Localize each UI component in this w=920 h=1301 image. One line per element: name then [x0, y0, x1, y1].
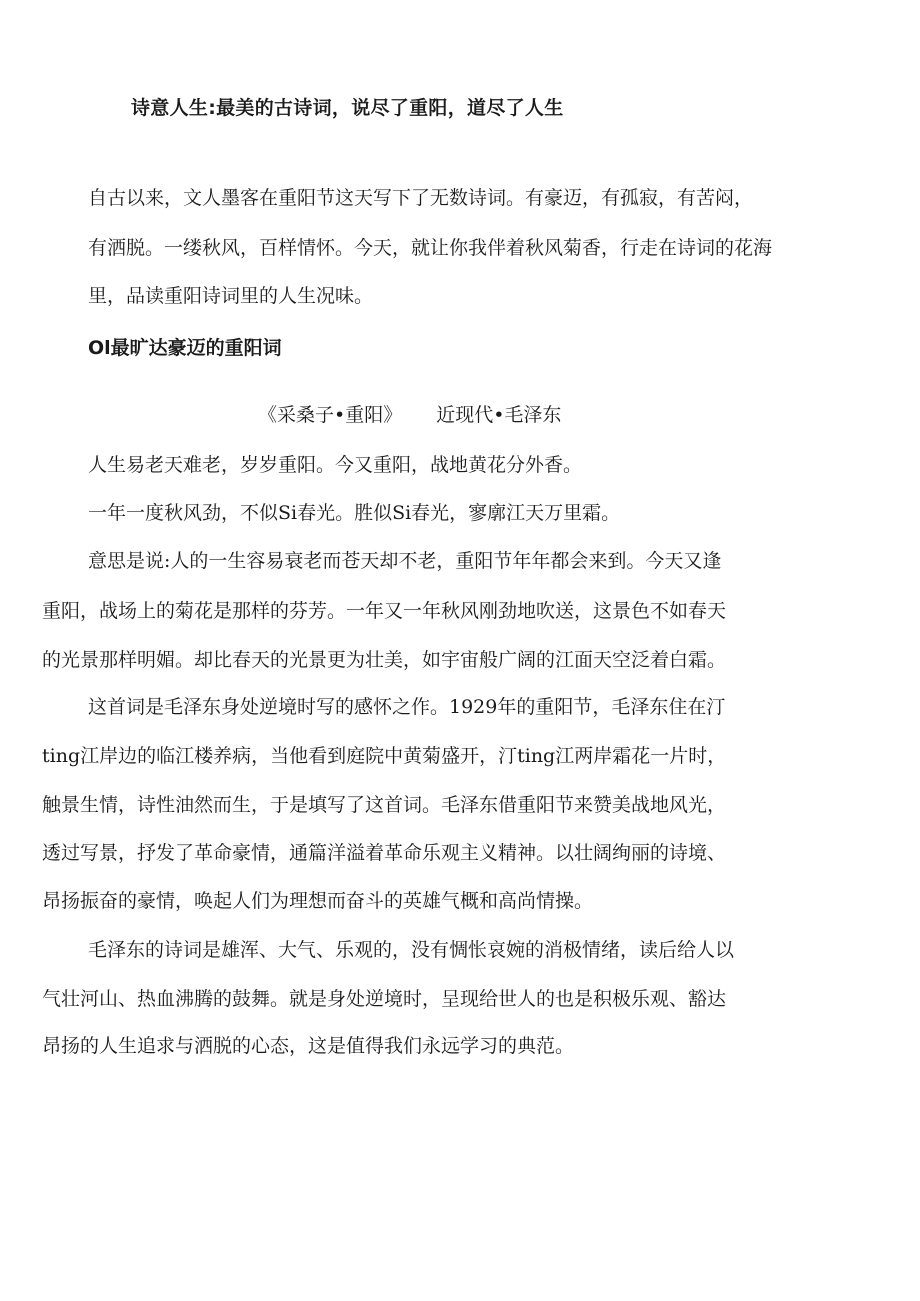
intro-line-3: 里，品读重阳诗词里的人生况味。 — [88, 285, 374, 307]
background-line-5: 昂扬振奋的豪情，唤起人们为理想而奋斗的英雄气概和高尚情操。 — [42, 890, 594, 912]
poem-line-1: 人生易老天难老，岁岁重阳。今又重阳，战地黄花分外香。 — [88, 454, 583, 476]
background-line-2: ting江岸边的临江楼养病，当他看到庭院中黄菊盛开，汀ting江两岸霜花一片时， — [42, 745, 727, 767]
background-line-3: 触景生情，诗性油然而生，于是填写了这首词。毛泽东借重阳节来赞美战地风光， — [42, 794, 727, 816]
conclusion-line-1: 毛泽东的诗词是雄浑、大气、乐观的，没有惆怅哀婉的消极情绪，读后给人以 — [88, 939, 735, 961]
conclusion-line-3: 昂扬的人生追求与洒脱的心态，这是值得我们永远学习的典范。 — [42, 1035, 575, 1057]
section-heading: Ol最旷达豪迈的重阳词 — [88, 337, 282, 359]
background-line-4: 透过写景，抒发了革命豪情，通篇洋溢着革命乐观主义精神。以壮阔绚丽的诗境、 — [42, 842, 727, 864]
poem-title: 《采桑子•重阳》 — [258, 404, 403, 426]
meaning-line-3: 的光景那样明媚。却比春天的光景更为壮美，如宇宙般广阔的江面天空泛着白霜。 — [42, 649, 727, 671]
intro-line-1: 自古以来，文人墨客在重阳节这天写下了无数诗词。有豪迈，有孤寂，有苦闷， — [88, 187, 754, 209]
meaning-line-2: 重阳，战场上的菊花是那样的芬芳。一年又一年秋风刚劲地吹送，这景色不如春天 — [42, 600, 727, 622]
conclusion-line-2: 气壮河山、热血沸腾的鼓舞。就是身处逆境时，呈现给世人的也是积极乐观、豁达 — [42, 988, 727, 1010]
poem-author: 近现代•毛泽东 — [436, 404, 562, 426]
background-line-1: 这首词是毛泽东身处逆境时写的感怀之作。1929年的重阳节，毛泽东住在汀 — [88, 696, 726, 718]
poem-title-line — [258, 400, 561, 427]
meaning-line-1: 意思是说:人的一生容易衰老而苍天却不老，重阳节年年都会来到。今天又逢 — [88, 550, 722, 572]
intro-line-2: 有洒脱。一缕秋风，百样情怀。今天，就让你我伴着秋风菊香，行走在诗词的花海 — [88, 237, 773, 259]
poem-line-2: 一年一度秋风劲，不似Si春光。胜似Si春光，寥廓江天万里霜。 — [88, 502, 621, 524]
page-title: 诗意人生:最美的古诗词，说尽了重阳，道尽了人生 — [131, 97, 564, 119]
